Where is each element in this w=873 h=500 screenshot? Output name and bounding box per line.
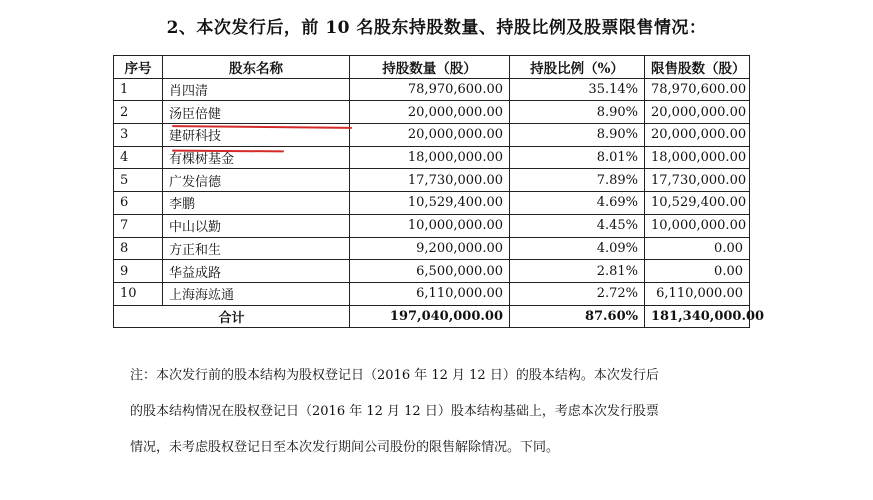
table-header-row bbox=[114, 56, 750, 79]
row-shares: 9,200,000.00 bbox=[350, 237, 510, 260]
row-holder-name: 广发信德 bbox=[163, 169, 350, 192]
row-ratio: 4.69% bbox=[510, 192, 645, 215]
row-ratio: 8.01% bbox=[510, 146, 645, 169]
row-holder-name: 汤臣倍健 bbox=[163, 101, 350, 124]
row-shares: 10,000,000.00 bbox=[350, 214, 510, 237]
row-restricted: 20,000,000.00 bbox=[645, 124, 750, 147]
row-index: 10 bbox=[114, 282, 163, 305]
row-restricted: 10,529,400.00 bbox=[645, 192, 750, 215]
row-restricted: 0.00 bbox=[645, 237, 750, 260]
row-restricted: 20,000,000.00 bbox=[645, 101, 750, 124]
row-index: 5 bbox=[114, 169, 163, 192]
row-ratio: 4.09% bbox=[510, 237, 645, 260]
total-ratio: 87.60% bbox=[510, 305, 645, 328]
table-row bbox=[114, 214, 750, 237]
table-row bbox=[114, 282, 750, 305]
table-row bbox=[114, 237, 750, 260]
row-index: 1 bbox=[114, 78, 163, 101]
row-holder-name: 上海海竑通 bbox=[163, 282, 350, 305]
row-holder-name: 建研科技 bbox=[163, 124, 350, 147]
row-shares: 18,000,000.00 bbox=[350, 146, 510, 169]
row-shares: 20,000,000.00 bbox=[350, 124, 510, 147]
row-shares: 78,970,600.00 bbox=[350, 78, 510, 101]
col-header-name: 股东名称 bbox=[163, 56, 350, 79]
row-index: 6 bbox=[114, 192, 163, 215]
table-row bbox=[114, 192, 750, 215]
section-heading: 2、本次发行后，前 10 名股东持股数量、持股比例及股票限售情况： bbox=[166, 18, 707, 38]
footnote-line: 的股本结构情况在股权登记日（2016 年 12 月 12 日）股本结构基础上，考虑本次发行股票 bbox=[130, 404, 659, 419]
table-row bbox=[114, 78, 750, 101]
shareholder-table bbox=[113, 55, 765, 328]
col-header-index: 序号 bbox=[114, 56, 163, 79]
footnote-line: 情况，未考虑股权登记日至本次发行期间公司股份的限售解除情况。下同。 bbox=[130, 440, 560, 455]
row-ratio: 4.45% bbox=[510, 214, 645, 237]
table-footnote bbox=[130, 358, 750, 466]
row-ratio: 7.89% bbox=[510, 169, 645, 192]
total-label: 合计 bbox=[114, 305, 350, 328]
total-row bbox=[114, 305, 750, 328]
col-header-restricted: 限售股数（股） bbox=[645, 56, 750, 79]
row-ratio: 35.14% bbox=[510, 78, 645, 101]
total-shares: 197,040,000.00 bbox=[350, 305, 510, 328]
row-index: 2 bbox=[114, 101, 163, 124]
row-restricted: 17,730,000.00 bbox=[645, 169, 750, 192]
row-shares: 17,730,000.00 bbox=[350, 169, 510, 192]
row-holder-name: 华益成路 bbox=[163, 260, 350, 283]
row-index: 9 bbox=[114, 260, 163, 283]
row-ratio: 8.90% bbox=[510, 101, 645, 124]
row-holder-name: 中山以勤 bbox=[163, 214, 350, 237]
row-shares: 20,000,000.00 bbox=[350, 101, 510, 124]
row-index: 4 bbox=[114, 146, 163, 169]
row-holder-name: 李鹏 bbox=[163, 192, 350, 215]
row-index: 8 bbox=[114, 237, 163, 260]
row-shares: 10,529,400.00 bbox=[350, 192, 510, 215]
table-row bbox=[114, 260, 750, 283]
row-shares: 6,110,000.00 bbox=[350, 282, 510, 305]
row-holder-name: 肖四清 bbox=[163, 78, 350, 101]
col-header-ratio: 持股比例（%） bbox=[510, 56, 645, 79]
col-header-shares: 持股数量（股） bbox=[350, 56, 510, 79]
row-ratio: 2.72% bbox=[510, 282, 645, 305]
row-shares: 6,500,000.00 bbox=[350, 260, 510, 283]
total-restricted: 181,340,000.00 bbox=[645, 305, 750, 328]
row-holder-name: 有棵树基金 bbox=[163, 146, 350, 169]
table-row bbox=[114, 101, 750, 124]
row-restricted: 0.00 bbox=[645, 260, 750, 283]
row-restricted: 78,970,600.00 bbox=[645, 78, 750, 101]
row-restricted: 18,000,000.00 bbox=[645, 146, 750, 169]
table-row bbox=[114, 169, 750, 192]
footnote-line: 注：本次发行前的股本结构为股权登记日（2016 年 12 月 12 日）的股本结构。本次发行后 bbox=[130, 368, 659, 383]
row-restricted: 10,000,000.00 bbox=[645, 214, 750, 237]
row-index: 3 bbox=[114, 124, 163, 147]
row-restricted: 6,110,000.00 bbox=[645, 282, 750, 305]
row-ratio: 8.90% bbox=[510, 124, 645, 147]
table-body bbox=[114, 78, 765, 328]
row-index: 7 bbox=[114, 214, 163, 237]
row-ratio: 2.81% bbox=[510, 260, 645, 283]
row-holder-name: 方正和生 bbox=[163, 237, 350, 260]
